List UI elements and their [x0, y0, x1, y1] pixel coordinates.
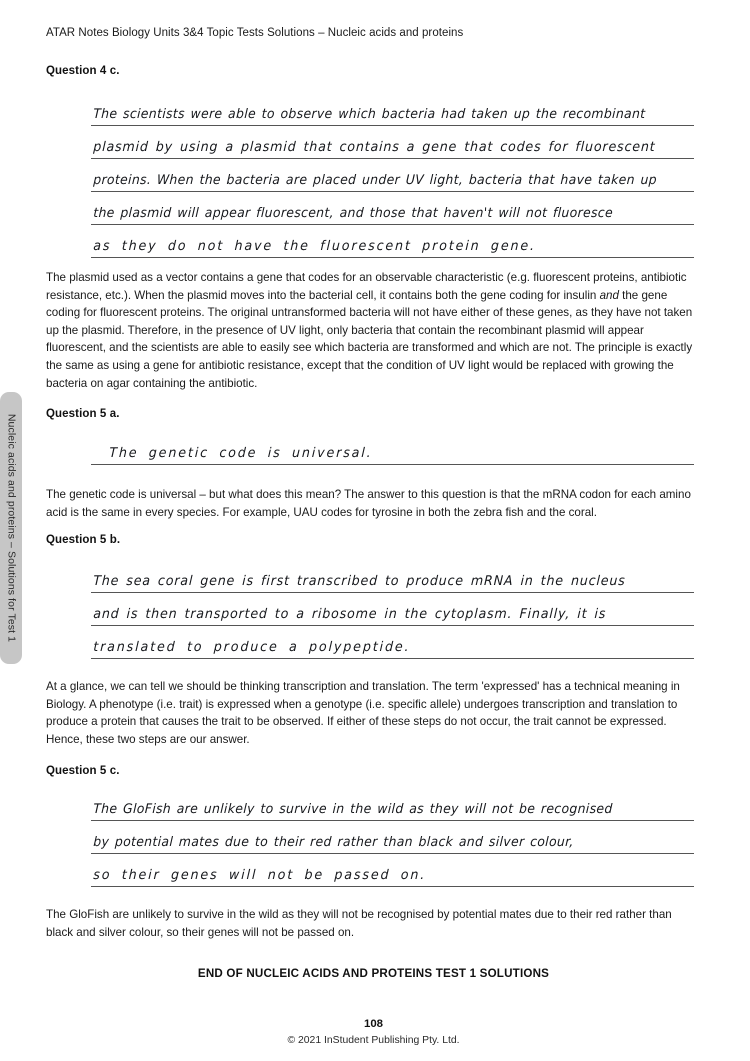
handwritten-line-text: proteins. When the bacteria are placed under UV light, bacteria that have taken up: [93, 171, 658, 187]
handwritten-line: [91, 93, 694, 126]
handwritten-line: [91, 788, 694, 821]
handwritten-line: [91, 560, 694, 593]
section-side-tab: [0, 392, 22, 664]
handwritten-line: [91, 192, 694, 225]
handwritten-line: [91, 126, 694, 159]
handwritten-line-text: as they do not have the fluorescent protein gene.: [93, 237, 537, 253]
handwritten-line-text: so their genes will not be passed on.: [93, 866, 427, 882]
handwritten-line: [91, 593, 694, 626]
question-label-5c: Question 5 c.: [46, 765, 120, 777]
explanation-text: The genetic code is universal – but what does this mean? The answer to this question is that the mRNA codon for each amino acid is the same in every species. For example, UAU codes for tyrosine in both the zebra fish and the coral.: [46, 488, 691, 519]
handwritten-answer-5b: [91, 560, 694, 659]
handwritten-line-text: by potential mates due to their red rather than black and silver colour,: [93, 833, 575, 849]
running-head: ATAR Notes Biology Units 3&4 Topic Tests Solutions – Nucleic acids and proteins: [46, 27, 464, 39]
handwritten-line-text: The sea coral gene is first transcribed to produce mRNA in the nucleus: [93, 572, 627, 588]
handwritten-line-text: and is then transported to a ribosome in the cytoplasm. Finally, it is: [93, 605, 607, 621]
handwritten-line-text: translated to produce a polypeptide.: [93, 638, 411, 654]
handwritten-answer-5c: [91, 788, 694, 887]
handwritten-answer-4c: [91, 93, 694, 258]
handwritten-line: [91, 854, 694, 887]
handwritten-line-text: the plasmid will appear fluorescent, and those that haven't will not fluoresce: [93, 204, 614, 220]
handwritten-line: [91, 626, 694, 659]
explanation-text: The GloFish are unlikely to survive in the wild as they will not be recognised by potential mates due to their red rather than black and silver colour, so their genes will not be passed on.: [46, 908, 672, 939]
page-number: 108: [363, 1018, 383, 1030]
handwritten-line-text: The GloFish are unlikely to survive in the wild as they will not be recognised: [93, 800, 614, 816]
question-label-5b: Question 5 b.: [46, 534, 121, 546]
end-of-test-note: END OF NUCLEIC ACIDS AND PROTEINS TEST 1 SOLUTIONS: [197, 967, 550, 980]
explanation-text: The plasmid used as a vector contains a gene that codes for an observable characteristic (e.g. fluorescent proteins, antibiotic resistance, etc.). When the plasmid moves into the bacterial cell, it contains both the gene coding for insulin and the gene coding for fluorescent proteins. The original untransformed bacteria will not have either of these genes, as they have not taken up the plasmid. Therefore, in the presence of UV light, only bacteria that contain the recombinant plasmid will appear fluorescent, and the scientists are able to easily see which bacteria are transformed and which are not. The principle is exactly the same as using a gene for antibiotic resistance, except that the condition of UV light would be replaced with growing the bacteria on agar containing the antibiotic.: [46, 271, 693, 390]
explanation-4c: [46, 269, 701, 392]
section-side-tab-label: Nucleic acids and proteins – Solutions for Test 1: [5, 413, 18, 643]
explanation-5c: [46, 906, 701, 941]
handwritten-line: [91, 159, 694, 192]
handwritten-line: [91, 821, 694, 854]
copyright-notice: © 2021 InStudent Publishing Pty. Ltd.: [287, 1035, 460, 1046]
handwritten-answer-5a: [91, 432, 694, 465]
handwritten-line-text: The genetic code is universal.: [109, 444, 374, 460]
question-label-4c: Question 4 c.: [46, 65, 120, 77]
explanation-text: At a glance, we can tell we should be thinking transcription and translation. The term 'expressed' has a technical meaning in Biology. A phenotype (i.e. trait) is expressed when a genotype (i.e. specific allele) undergoes transcription and translation to produce a protein that causes the trait to be observed. If either of these steps do not occur, the trait cannot be expressed. Hence, these two steps are our answer.: [46, 680, 680, 746]
handwritten-line: [91, 432, 694, 465]
handwritten-line: [91, 225, 694, 258]
explanation-5b: [46, 678, 701, 748]
handwritten-line-text: The scientists were able to observe which bacteria had taken up the recombinant: [93, 105, 646, 121]
explanation-5a: [46, 486, 701, 521]
question-label-5a: Question 5 a.: [46, 408, 120, 420]
handwritten-line-text: plasmid by using a plasmid that contains a gene that codes for fluorescent: [93, 138, 656, 154]
